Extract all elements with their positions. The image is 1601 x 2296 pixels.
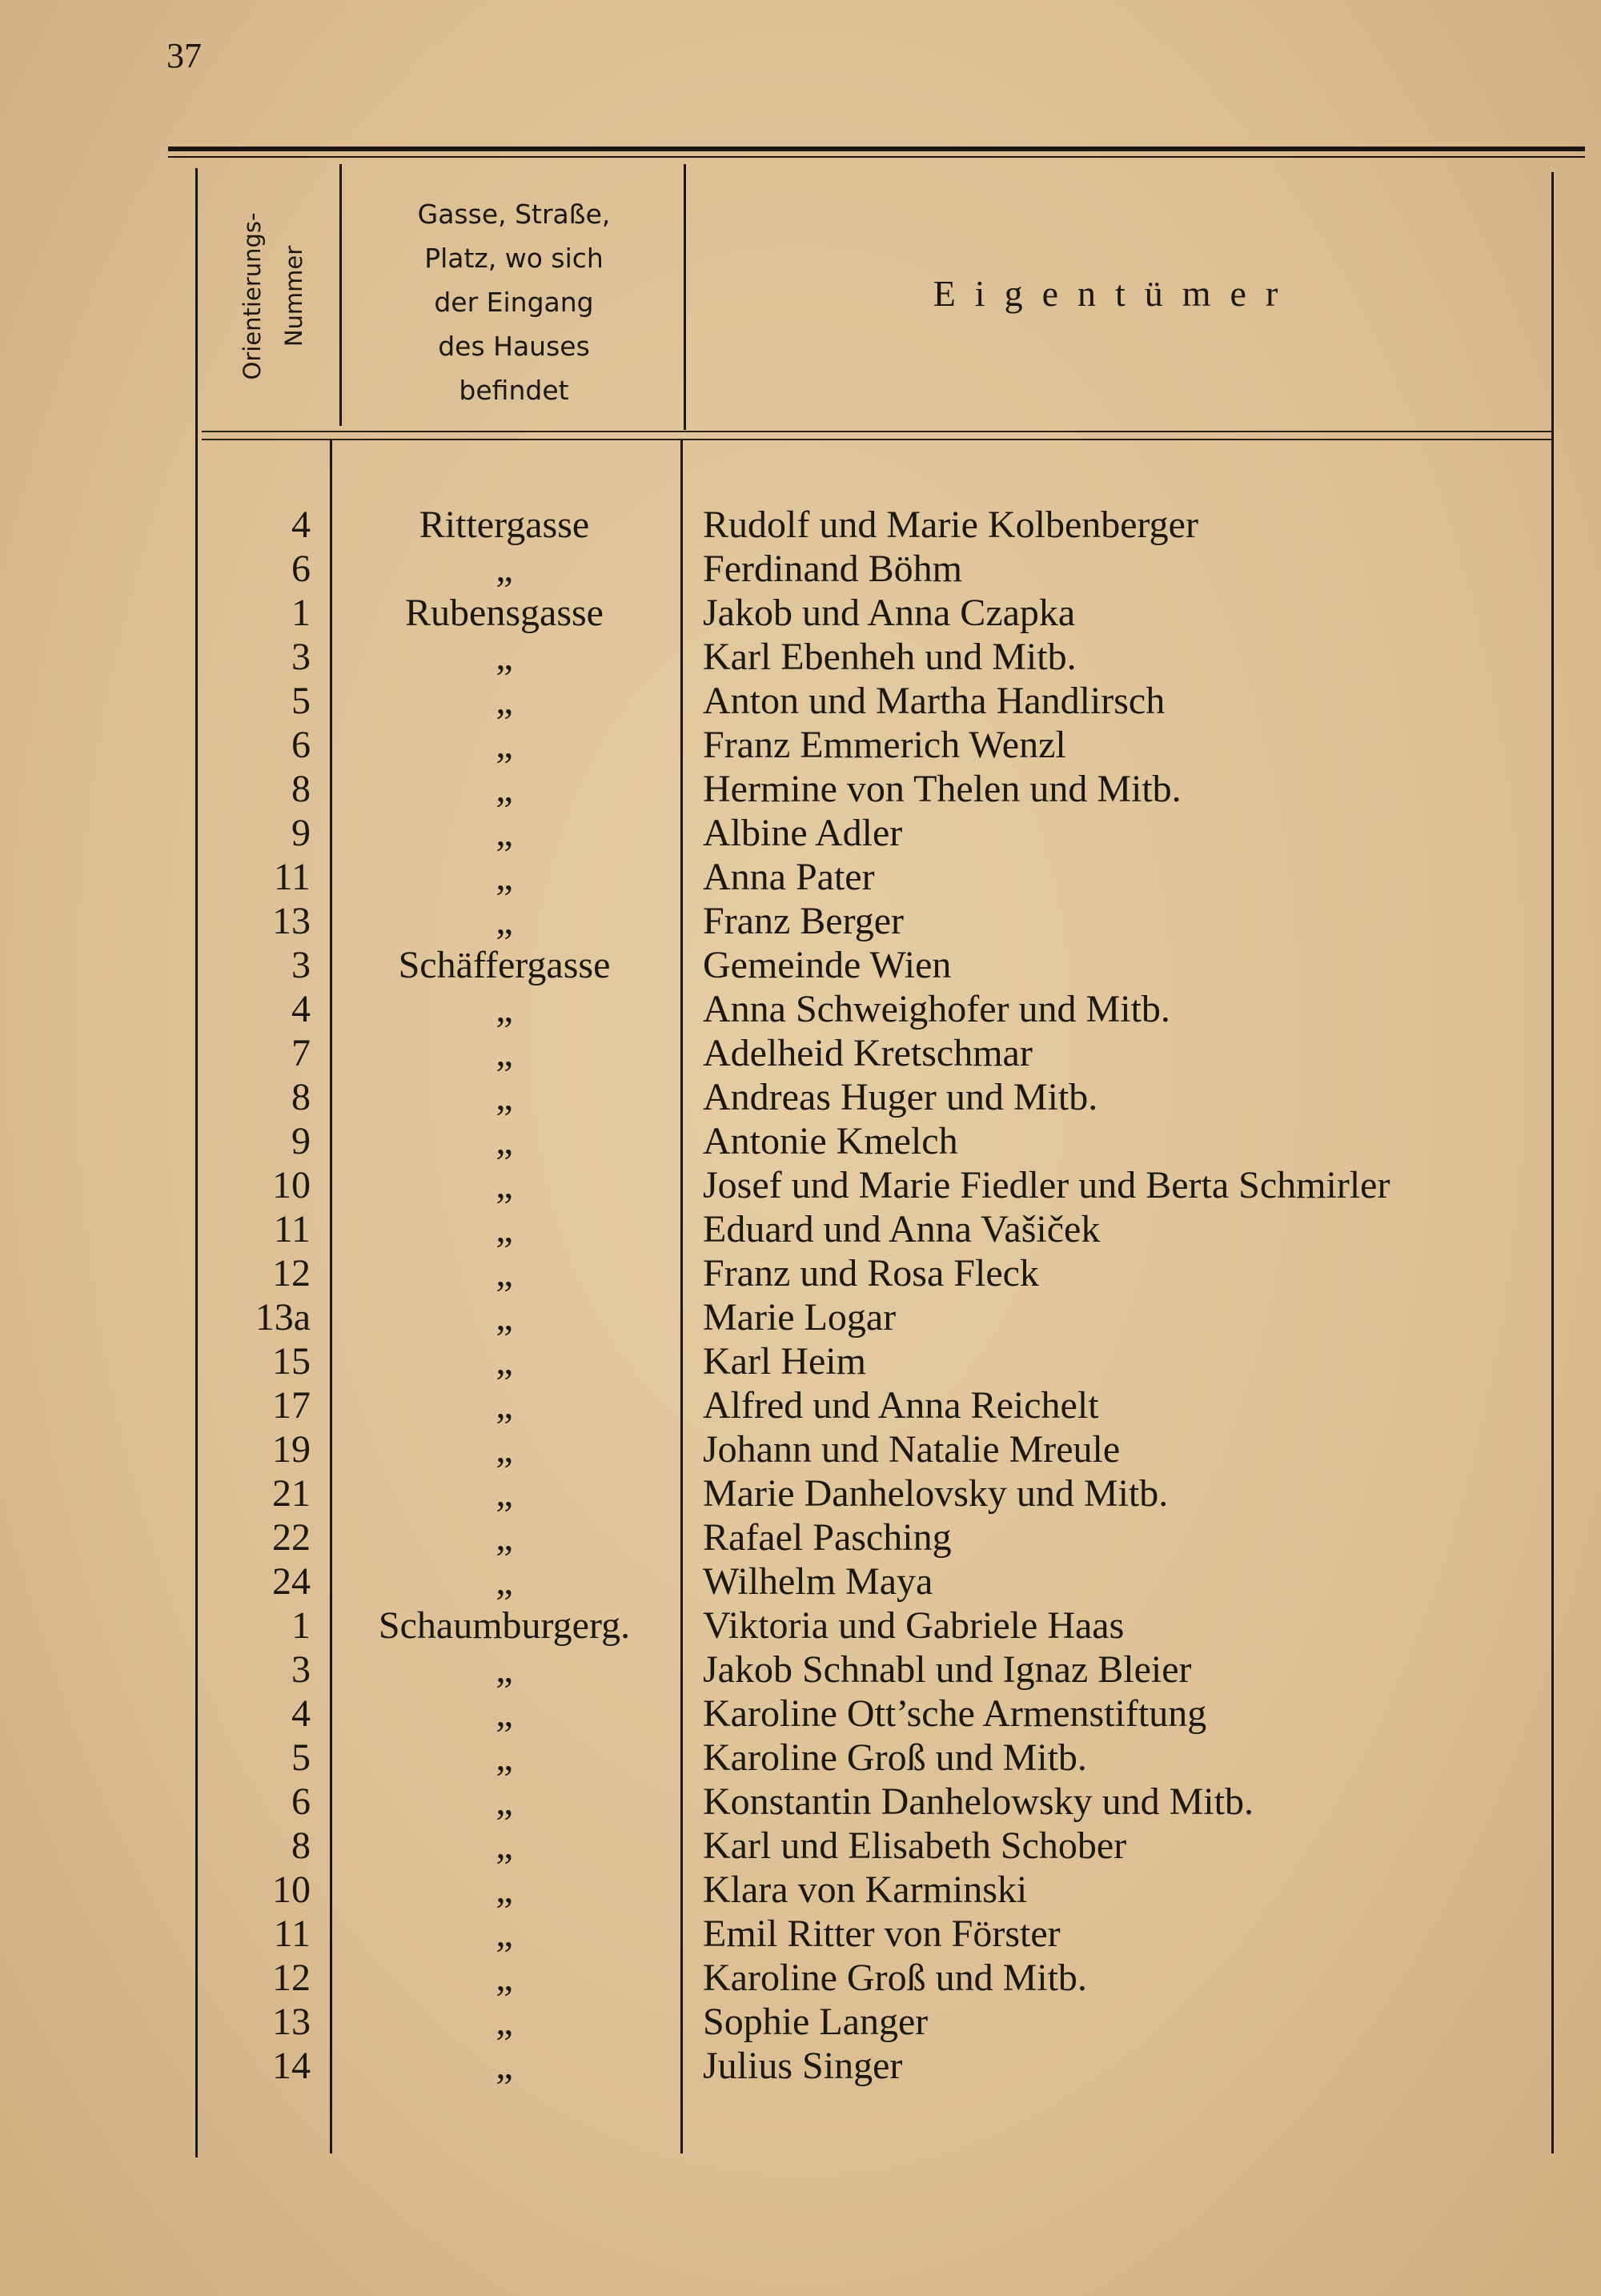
owner-name: Franz und Rosa Fleck bbox=[703, 1252, 1039, 1295]
header-street-line-2: Platz, wo sich bbox=[424, 243, 604, 274]
table-row bbox=[0, 1692, 1601, 1736]
owner-name: Franz Emmerich Wenzl bbox=[703, 724, 1066, 766]
header-orientation-number bbox=[202, 168, 344, 424]
orientation-number: 13 bbox=[272, 2001, 311, 2043]
header-street-line-5: befindet bbox=[459, 375, 569, 406]
owner-name: Klara von Karminski bbox=[703, 1869, 1028, 1911]
table-row bbox=[0, 1339, 1601, 1383]
owner-name: Rudolf und Marie Kolbenberger bbox=[703, 504, 1198, 546]
table-row bbox=[0, 899, 1601, 943]
orientation-number: 8 bbox=[291, 1076, 311, 1118]
street-name: „ bbox=[496, 1076, 513, 1118]
orientation-number: 21 bbox=[272, 1472, 311, 1515]
street-name: „ bbox=[496, 856, 513, 898]
street-name: „ bbox=[496, 1824, 513, 1867]
orientation-number: 15 bbox=[272, 1340, 311, 1383]
header-separator-top bbox=[202, 431, 1551, 432]
street-name: „ bbox=[496, 1648, 513, 1691]
orientation-number: 5 bbox=[291, 680, 311, 722]
street-name: „ bbox=[496, 1560, 513, 1603]
orientation-number: 13 bbox=[272, 900, 311, 942]
header-number-line-1: Orientierungs- bbox=[239, 212, 266, 380]
orientation-number: 13a bbox=[255, 1296, 311, 1339]
street-name: „ bbox=[496, 1164, 513, 1206]
table-row bbox=[0, 1383, 1601, 1427]
table-row bbox=[0, 1912, 1601, 1956]
table-row bbox=[0, 1031, 1601, 1075]
street-name: „ bbox=[496, 1252, 513, 1295]
table-row bbox=[0, 2000, 1601, 2044]
owner-name: Adelheid Kretschmar bbox=[703, 1032, 1033, 1074]
owner-name: Konstantin Danhelowsky und Mitb. bbox=[703, 1780, 1254, 1823]
orientation-number: 17 bbox=[272, 1384, 311, 1427]
owner-name: Karoline Groß und Mitb. bbox=[703, 1736, 1087, 1779]
orientation-number: 9 bbox=[291, 1120, 311, 1162]
owner-name: Emil Ritter von Förster bbox=[703, 1913, 1061, 1955]
owner-name: Viktoria und Gabriele Haas bbox=[703, 1604, 1125, 1647]
orientation-number: 8 bbox=[291, 768, 311, 810]
street-name: „ bbox=[496, 768, 513, 810]
owner-name: Antonie Kmelch bbox=[703, 1120, 958, 1162]
owner-name: Josef und Marie Fiedler und Berta Schmirler bbox=[703, 1164, 1390, 1206]
orientation-number: 7 bbox=[291, 1032, 311, 1074]
street-name: „ bbox=[496, 1032, 513, 1074]
owner-name: Anna Pater bbox=[703, 856, 875, 898]
orientation-number: 1 bbox=[291, 592, 311, 634]
street-name: „ bbox=[496, 2045, 513, 2087]
table-row bbox=[0, 767, 1601, 811]
street-name: Schaumburgerg. bbox=[378, 1604, 631, 1647]
street-name: „ bbox=[496, 1692, 513, 1735]
owner-name: Karl und Elisabeth Schober bbox=[703, 1824, 1127, 1867]
street-name: „ bbox=[496, 1869, 513, 1911]
owner-name: Marie Danhelovsky und Mitb. bbox=[703, 1472, 1169, 1515]
street-name: „ bbox=[496, 900, 513, 942]
table-row bbox=[0, 1648, 1601, 1692]
header-street-line-4: des Hauses bbox=[438, 331, 590, 362]
owner-name: Andreas Huger und Mitb. bbox=[703, 1076, 1098, 1118]
street-name: „ bbox=[496, 1208, 513, 1250]
orientation-number: 11 bbox=[273, 856, 311, 898]
header-street-line-1: Gasse, Straße, bbox=[417, 199, 611, 230]
owner-name: Wilhelm Maya bbox=[703, 1560, 933, 1603]
street-name: „ bbox=[496, 1296, 513, 1339]
table-row bbox=[0, 503, 1601, 547]
owner-name: Marie Logar bbox=[703, 1296, 897, 1339]
table-row bbox=[0, 1295, 1601, 1339]
owner-name: Hermine von Thelen und Mitb. bbox=[703, 768, 1182, 810]
owner-name: Julius Singer bbox=[703, 2045, 903, 2087]
page-number: 37 bbox=[167, 36, 202, 75]
table-row bbox=[0, 1119, 1601, 1163]
table-row bbox=[0, 1956, 1601, 2000]
header-number-line-2: Nummer bbox=[280, 245, 307, 347]
street-name: „ bbox=[496, 1913, 513, 1955]
street-name: „ bbox=[496, 1428, 513, 1471]
owner-name: Albine Adler bbox=[703, 812, 903, 854]
header-street-line-3: der Eingang bbox=[434, 287, 594, 318]
owner-name: Alfred und Anna Reichelt bbox=[703, 1384, 1099, 1427]
street-name: „ bbox=[496, 548, 513, 590]
orientation-number: 4 bbox=[291, 988, 311, 1030]
orientation-number: 19 bbox=[272, 1428, 311, 1471]
orientation-number: 9 bbox=[291, 812, 311, 854]
table-row bbox=[0, 943, 1601, 987]
street-name: „ bbox=[496, 1472, 513, 1515]
header-owner: Eigentümer bbox=[933, 273, 1298, 314]
street-name: Rittergasse bbox=[419, 504, 590, 546]
owner-name: Anna Schweighofer und Mitb. bbox=[703, 988, 1170, 1030]
owner-name: Jakob und Anna Czapka bbox=[703, 592, 1076, 634]
orientation-number: 6 bbox=[291, 548, 311, 590]
table-row bbox=[0, 723, 1601, 767]
orientation-number: 6 bbox=[291, 1780, 311, 1823]
street-name: „ bbox=[496, 1780, 513, 1823]
top-rule-thin bbox=[168, 156, 1585, 158]
table-row bbox=[0, 1604, 1601, 1648]
street-name: „ bbox=[496, 636, 513, 678]
orientation-number: 3 bbox=[291, 636, 311, 678]
street-name: „ bbox=[496, 1340, 513, 1383]
owner-name: Franz Berger bbox=[703, 900, 905, 942]
orientation-number: 22 bbox=[272, 1516, 311, 1559]
table-row bbox=[0, 679, 1601, 723]
table-row bbox=[0, 1251, 1601, 1295]
owner-name: Johann und Natalie Mreule bbox=[703, 1428, 1121, 1471]
street-name: „ bbox=[496, 988, 513, 1030]
orientation-number: 24 bbox=[272, 1560, 311, 1603]
street-name: „ bbox=[496, 724, 513, 766]
street-name: „ bbox=[496, 1957, 513, 1999]
owner-name: Karoline Ott’sche Armenstiftung bbox=[703, 1692, 1207, 1735]
table-row bbox=[0, 1559, 1601, 1604]
header-separator-bottom bbox=[202, 439, 1551, 440]
street-name: Rubensgasse bbox=[405, 592, 604, 634]
street-name: „ bbox=[496, 1736, 513, 1779]
owner-name: Anton und Martha Handlirsch bbox=[703, 680, 1166, 722]
table-row bbox=[0, 855, 1601, 899]
orientation-number: 10 bbox=[272, 1164, 311, 1206]
orientation-number: 11 bbox=[273, 1913, 311, 1955]
table-row bbox=[0, 1824, 1601, 1868]
table-row bbox=[0, 2044, 1601, 2088]
column-divider-2-header bbox=[684, 164, 686, 430]
owner-name: Karl Heim bbox=[703, 1340, 866, 1383]
table-row bbox=[0, 635, 1601, 679]
street-name: „ bbox=[496, 680, 513, 722]
owner-name: Karl Ebenheh und Mitb. bbox=[703, 636, 1077, 678]
table-row bbox=[0, 811, 1601, 855]
street-name: Schäffergasse bbox=[398, 944, 611, 986]
orientation-number: 11 bbox=[273, 1208, 311, 1250]
table-row bbox=[0, 1075, 1601, 1119]
orientation-number: 6 bbox=[291, 724, 311, 766]
table-row bbox=[0, 591, 1601, 635]
orientation-number: 5 bbox=[291, 1736, 311, 1779]
table-row bbox=[0, 1427, 1601, 1471]
street-name: „ bbox=[496, 2001, 513, 2043]
orientation-number: 4 bbox=[291, 504, 311, 546]
orientation-number: 14 bbox=[272, 2045, 311, 2087]
owner-name: Sophie Langer bbox=[703, 2001, 929, 2043]
top-rule-thick bbox=[168, 147, 1585, 151]
street-name: „ bbox=[496, 812, 513, 854]
orientation-number: 4 bbox=[291, 1692, 311, 1735]
table-row bbox=[0, 1163, 1601, 1207]
orientation-number: 8 bbox=[291, 1824, 311, 1867]
table-row bbox=[0, 1780, 1601, 1824]
table-row bbox=[0, 1207, 1601, 1251]
orientation-number: 1 bbox=[291, 1604, 311, 1647]
header-street bbox=[346, 192, 682, 412]
owner-name: Karoline Groß und Mitb. bbox=[703, 1957, 1087, 1999]
street-name: „ bbox=[496, 1120, 513, 1162]
table-row bbox=[0, 987, 1601, 1031]
orientation-number: 12 bbox=[272, 1957, 311, 1999]
street-name: „ bbox=[496, 1384, 513, 1427]
orientation-number: 12 bbox=[272, 1252, 311, 1295]
orientation-number: 3 bbox=[291, 944, 311, 986]
owner-name: Rafael Pasching bbox=[703, 1516, 952, 1559]
orientation-number: 3 bbox=[291, 1648, 311, 1691]
table-row bbox=[0, 1471, 1601, 1515]
owner-name: Ferdinand Böhm bbox=[703, 548, 962, 590]
orientation-number: 10 bbox=[272, 1869, 311, 1911]
table-row bbox=[0, 1868, 1601, 1912]
owner-name: Eduard und Anna Vašiček bbox=[703, 1208, 1101, 1250]
table-row bbox=[0, 1736, 1601, 1780]
street-name: „ bbox=[496, 1516, 513, 1559]
table-row bbox=[0, 1515, 1601, 1559]
table-row bbox=[0, 547, 1601, 591]
owner-name: Jakob Schnabl und Ignaz Bleier bbox=[703, 1648, 1192, 1691]
owner-name: Gemeinde Wien bbox=[703, 944, 952, 986]
